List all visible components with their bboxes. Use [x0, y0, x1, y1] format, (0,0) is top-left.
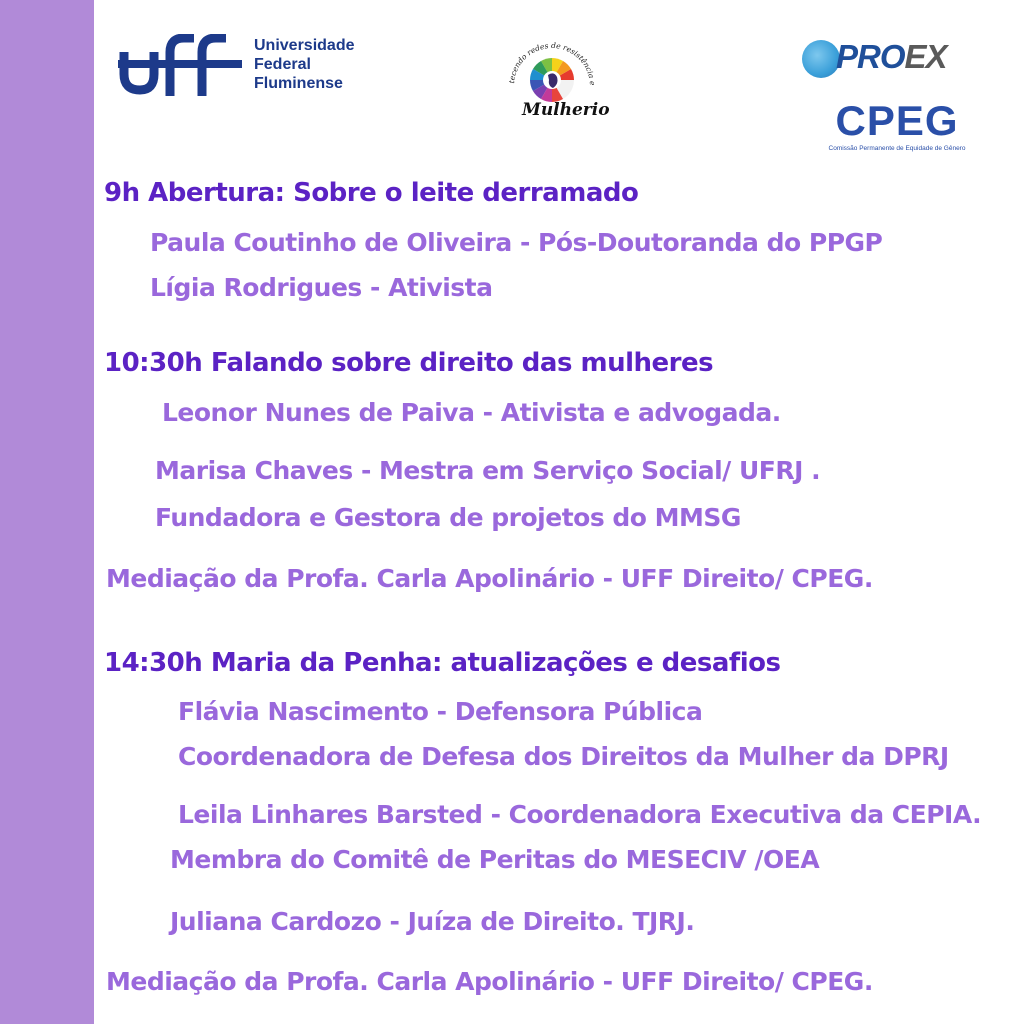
speaker-line: Coordenadora de Defesa dos Direitos da Mulher da DPRJ [178, 742, 949, 771]
speaker-line: Leila Linhares Barsted - Coordenadora Executiva da CEPIA. [178, 800, 982, 829]
proex-logo [800, 38, 980, 82]
speaker-line: Marisa Chaves - Mestra em Serviço Social/ UFRJ . [155, 456, 821, 485]
mulherio-word: Mulherio [522, 100, 610, 120]
left-sidebar-band [0, 0, 94, 1024]
proex-part-1: PRO [836, 38, 905, 75]
mediation-line: Mediação da Profa. Carla Apolinário - UFF Direito/ CPEG. [106, 564, 873, 593]
proex-wordmark [836, 38, 947, 76]
mulherio-arc-text: tecendo redes de resistência e [507, 40, 598, 86]
globe-icon [802, 40, 840, 78]
uff-mark-icon [118, 34, 246, 98]
cpeg-title: CPEG [835, 97, 959, 144]
cpeg-logo [812, 98, 982, 160]
speaker-line: Membra do Comitê de Peritas do MESECIV /OEA [170, 845, 820, 874]
session-heading-opening: 9h Abertura: Sobre o leite derramado [104, 178, 639, 208]
uff-name-line-3: Fluminense [254, 75, 343, 92]
uff-name [254, 36, 384, 93]
speaker-line: Lígia Rodrigues - Ativista [150, 273, 493, 302]
uff-name-line-1: Universidade [254, 37, 355, 54]
session-heading-maria-da-penha: 14:30h Maria da Penha: atualizações e desafios [104, 648, 781, 678]
mediation-line: Mediação da Profa. Carla Apolinário - UFF Direito/ CPEG. [106, 967, 873, 996]
cpeg-subtitle: Comissão Permanente de Equidade de Gênero [828, 145, 966, 152]
speaker-line: Fundadora e Gestora de projetos do MMSG [155, 503, 741, 532]
uff-logo [118, 34, 378, 104]
mulherio-logo [500, 34, 610, 134]
session-heading-rights: 10:30h Falando sobre direito das mulheres [104, 348, 714, 378]
speaker-line: Flávia Nascimento - Defensora Pública [178, 697, 703, 726]
proex-part-2: EX [904, 38, 947, 75]
speaker-line: Juliana Cardozo - Juíza de Direito. TJRJ. [170, 907, 695, 936]
speaker-line: Paula Coutinho de Oliveira - Pós-Doutoranda do PPGP [150, 228, 883, 257]
speaker-line: Leonor Nunes de Paiva - Ativista e advogada. [162, 398, 781, 427]
uff-name-line-2: Federal [254, 56, 311, 73]
